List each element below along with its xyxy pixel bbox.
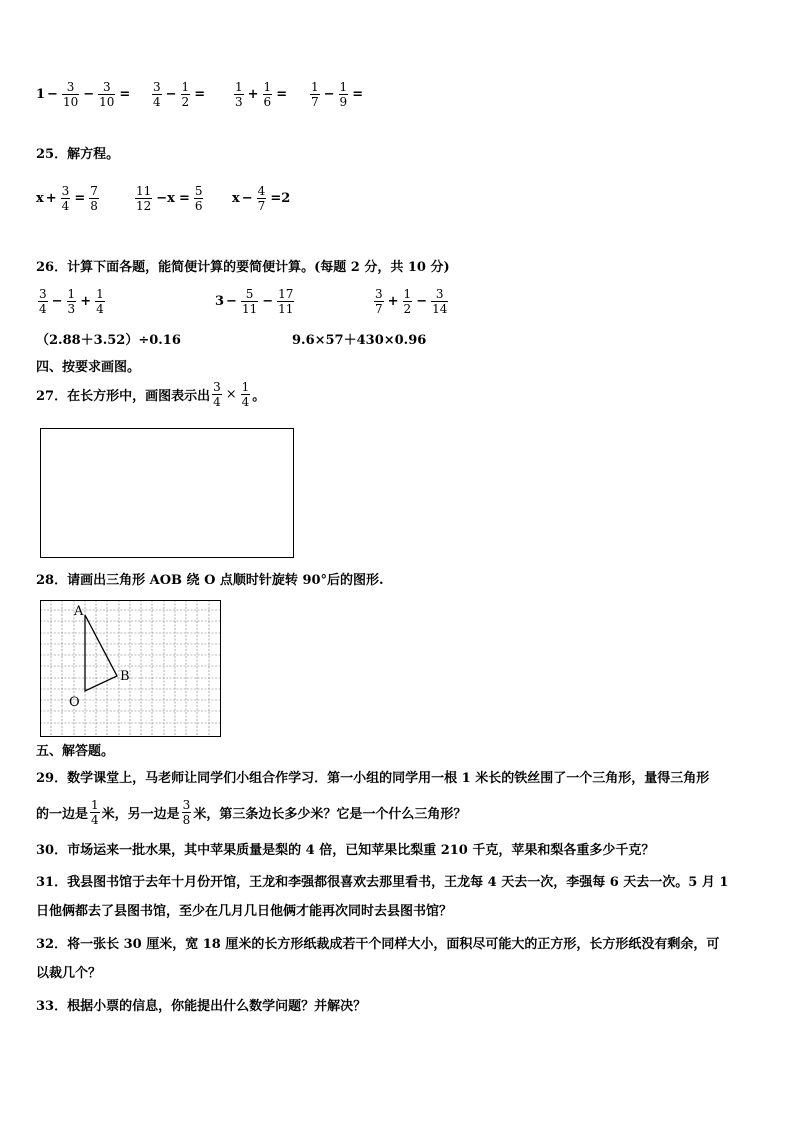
q31-line-2: 日他俩都去了县图书馆，至少在几月几日他俩才能再次同时去县图书馆？	[36, 904, 453, 919]
q25-equation-2	[133, 184, 205, 213]
q30: 30．市场运来一批水果，其中苹果质量是梨的 4 倍，已知苹果比梨重 210 千克，苹果和梨各重多少千克？	[36, 843, 655, 858]
label-a: A	[74, 604, 84, 619]
label-o: O	[69, 695, 80, 710]
q26-expr-5: 9.6×57＋430×0.96	[292, 333, 427, 348]
fraction: $\frac{1}{7}$	[311, 80, 319, 109]
grid-lines	[40, 600, 221, 737]
fraction: $\frac{3}{10}$	[99, 80, 115, 109]
equals-sign: =	[74, 191, 86, 206]
operator: +	[45, 191, 57, 206]
q24-expr-1	[36, 80, 132, 109]
fraction: $\frac{1}{3}$	[67, 287, 76, 316]
triangle-aob	[85, 615, 117, 691]
fraction: $\frac{1}{6}$	[263, 80, 272, 109]
fraction: $\frac{1}{3}$	[235, 80, 243, 109]
text: 米，第三条边长多少米？它是一个什么三角形？	[193, 807, 467, 822]
fraction: $\frac{3}{4}$	[213, 380, 221, 409]
operator: −	[83, 87, 95, 102]
fraction: $\frac{1}{4}$	[241, 380, 250, 409]
operator: −	[47, 87, 58, 102]
q28-grid-figure[interactable]	[40, 600, 221, 737]
equals-sign: =	[119, 87, 131, 102]
q27-prompt	[36, 380, 265, 409]
label-b: B	[120, 669, 130, 684]
q29-line-1: 29．数学课堂上，马老师让同学们小组合作学习．第一小组的同学用一根 1 米长的铁丝围了一个三角形，量得三角形	[36, 771, 710, 786]
operator: −	[416, 294, 428, 309]
number: 3	[215, 294, 225, 309]
fraction: $\frac{3}{4}$	[39, 287, 47, 316]
section-4-heading: 四、按要求画图。	[36, 360, 141, 375]
prompt-text: 。	[252, 389, 266, 404]
fraction: $\frac{1}{2}$	[403, 287, 412, 316]
fraction: $\frac{3}{10}$	[62, 80, 79, 109]
fraction: $\frac{3}{4}$	[153, 80, 161, 109]
q28-title: 28．请画出三角形 AOB 绕 O 点顺时针旋转 90°后的图形.	[36, 573, 384, 588]
variable: x	[36, 191, 44, 206]
equals-sign: =	[178, 191, 190, 206]
operator: −	[262, 294, 274, 309]
fraction: $\frac{5}{6}$	[194, 184, 203, 213]
fraction: $\frac{3}{4}$	[61, 184, 70, 213]
fraction: $\frac{11}{12}$	[136, 184, 152, 213]
fraction: $\frac{4}{7}$	[257, 184, 266, 213]
fraction: $\frac{1}{4}$	[96, 287, 104, 316]
number: 1	[36, 87, 46, 102]
fraction: $\frac{3}{8}$	[182, 798, 191, 827]
operator: −	[51, 294, 63, 309]
equals-sign: =	[352, 87, 364, 102]
equals-sign: =	[276, 87, 288, 102]
q26-expr-3	[372, 287, 450, 316]
operator: −	[241, 191, 253, 206]
fraction: $\frac{1}{2}$	[181, 80, 190, 109]
operator: ×	[225, 387, 237, 402]
q25-equation-3	[232, 184, 292, 213]
operator: +	[80, 294, 92, 309]
q24-expr-2	[150, 80, 207, 109]
operator: −	[165, 87, 177, 102]
prompt-text: 27．在长方形中，画图表示出	[36, 389, 211, 404]
q32-line-2: 以裁几个？	[36, 966, 102, 981]
fraction: $\frac{7}{8}$	[90, 184, 98, 213]
operator: +	[387, 294, 399, 309]
operator: −	[226, 294, 237, 309]
equals-sign: =	[194, 87, 206, 102]
q33: 33．根据小票的信息，你能提出什么数学问题？并解决？	[36, 999, 367, 1014]
operator: +	[247, 87, 259, 102]
q24-expr-3	[232, 80, 289, 109]
fraction: $\frac{3}{7}$	[375, 287, 383, 316]
operator: −x	[156, 191, 175, 206]
q26-expr-4: （2.88＋3.52）÷0.16	[36, 333, 181, 348]
fraction: $\frac{17}{11}$	[278, 287, 294, 316]
variable: x	[232, 191, 240, 206]
q25-title: 25．解方程。	[36, 147, 120, 162]
q26-expr-2	[215, 287, 296, 316]
fraction: $\frac{1}{9}$	[339, 80, 348, 109]
equals-sign: =2	[270, 191, 291, 206]
q25-equation-1	[36, 184, 101, 213]
q32-line-1: 32．将一张长 30 厘米，宽 18 厘米的长方形纸裁成若干个同样大小，面积尽可能大的正方形，长方形纸没有剩余，可	[36, 937, 720, 952]
fraction: $\frac{1}{4}$	[91, 798, 99, 827]
q26-expr-1	[36, 287, 107, 316]
q26-title: 26．计算下面各题，能简便计算的要简便计算。(每题 2 分，共 10 分)	[36, 260, 450, 275]
text: 米，另一边是	[101, 807, 180, 822]
q31-line-1: 31．我县图书馆于去年十月份开馆，王龙和李强都很喜欢去那里看书，王龙每 4 天去一次，李强每 6 天去一次。5 月 1	[36, 875, 729, 890]
text: 的一边是	[36, 807, 89, 822]
operator: −	[323, 87, 335, 102]
q29-line-2	[36, 798, 466, 827]
section-5-heading: 五、解答题。	[36, 744, 115, 759]
grid-border	[41, 601, 221, 737]
fraction: $\frac{3}{14}$	[432, 287, 448, 316]
fraction: $\frac{5}{11}$	[241, 287, 258, 316]
q24-expr-4	[308, 80, 365, 109]
q27-drawing-rectangle[interactable]	[40, 428, 294, 558]
